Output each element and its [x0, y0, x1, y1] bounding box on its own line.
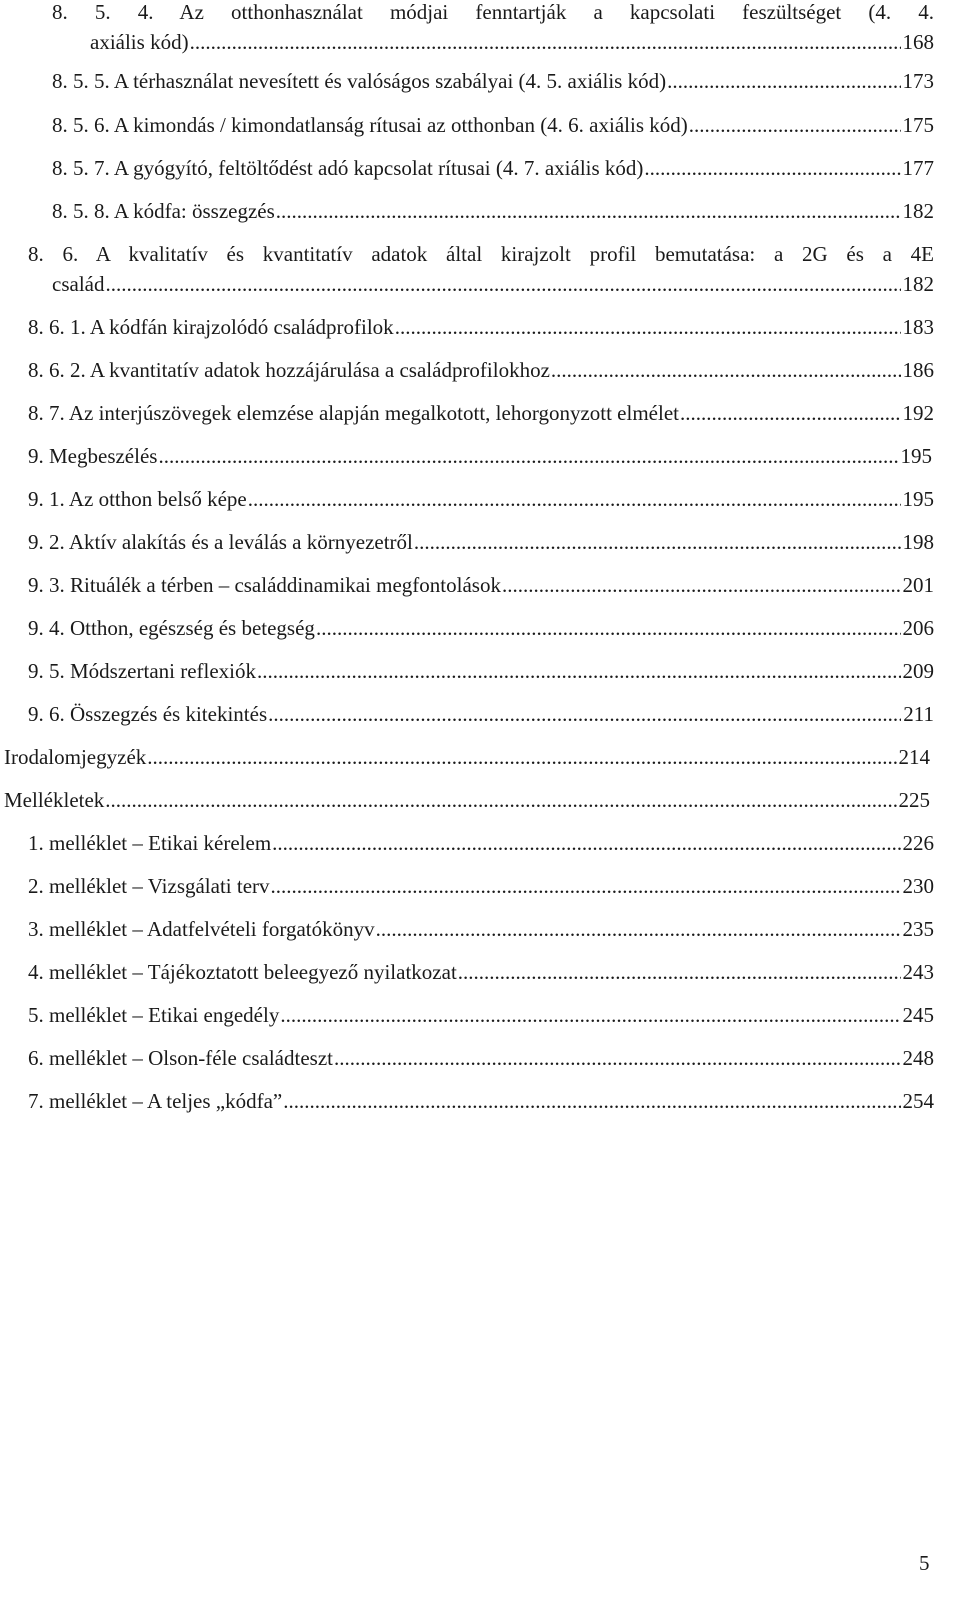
toc-entry-title: 9. 4. Otthon, egészség és betegség — [28, 613, 316, 643]
toc-entry[interactable] — [28, 484, 934, 514]
toc-entry-title: 9. 6. Összegzés és kitekintés — [28, 699, 268, 729]
toc-entry[interactable] — [28, 441, 932, 471]
dot-leader — [680, 398, 901, 428]
toc-entry-title: Mellékletek — [4, 785, 105, 815]
toc-entry[interactable] — [28, 312, 934, 342]
toc-entry-page: 195 — [902, 487, 934, 511]
toc-entry[interactable] — [28, 656, 934, 686]
toc-entry-page: 201 — [902, 573, 934, 597]
dot-leader — [272, 828, 900, 858]
toc-entry[interactable] — [28, 570, 934, 600]
toc-entry-title: 8. 6. 2. A kvantitatív adatok hozzájárulása a családprofilokhoz — [28, 355, 551, 385]
toc-entry-title: 8. 5. 8. A kódfa: összegzés — [52, 196, 276, 226]
toc-entry-title: család — [52, 269, 105, 299]
toc-entry-page: 175 — [902, 113, 934, 137]
dot-leader — [268, 699, 901, 729]
dot-leader — [280, 1000, 900, 1030]
toc-entry-title: 2. melléklet – Vizsgálati terv — [28, 871, 271, 901]
toc-entry-title: 1. melléklet – Etikai kérelem — [28, 828, 272, 858]
toc-entry-page: 186 — [902, 358, 934, 382]
dot-leader — [276, 196, 901, 226]
toc-entry-title: 3. melléklet – Adatfelvételi forgatókönyv — [28, 914, 376, 944]
toc-entry[interactable] — [4, 742, 930, 772]
toc-entry[interactable] — [52, 110, 934, 140]
dot-leader — [105, 269, 900, 299]
page-number: 5 — [919, 1551, 930, 1575]
toc-entry[interactable] — [28, 699, 934, 729]
dot-leader — [257, 656, 900, 686]
toc-entry-title: 9. 2. Aktív alakítás és a leválás a környezetről — [28, 527, 414, 557]
toc-entry-page: 168 — [902, 30, 934, 54]
toc-entry-page: 254 — [902, 1089, 934, 1113]
dot-leader — [248, 484, 901, 514]
toc-entry[interactable] — [28, 1086, 934, 1116]
dot-leader — [551, 355, 901, 385]
toc-entry-page: 243 — [902, 960, 934, 984]
toc-entry-title: 9. 5. Módszertani reflexiók — [28, 656, 257, 686]
toc-entry[interactable] — [52, 269, 934, 299]
toc-entry-title: Irodalomjegyzék — [4, 742, 147, 772]
toc-entry-page: 182 — [902, 199, 934, 223]
toc-entry[interactable] — [28, 914, 934, 944]
toc-entry-page: 245 — [902, 1003, 934, 1027]
toc-entry[interactable] — [28, 1000, 934, 1030]
toc-entry-title: 9. 3. Rituálék a térben – családdinamikai megfontolások — [28, 570, 502, 600]
toc-entry-page: 248 — [902, 1046, 934, 1070]
toc-entry-title: 8. 6. 1. A kódfán kirajzolódó családprofilok — [28, 312, 395, 342]
dot-leader — [644, 153, 900, 183]
toc-entry-page: 235 — [902, 917, 934, 941]
dot-leader — [458, 957, 901, 987]
dot-leader — [689, 110, 901, 140]
toc-entry-title: 7. melléklet – A teljes „kódfa” — [28, 1086, 283, 1116]
toc-entry-title: 8. 5. 5. A térhasználat nevesített és valóságos szabályai (4. 5. axiális kód) — [52, 66, 667, 96]
toc-entry-page: 226 — [902, 831, 934, 855]
toc-entry[interactable] — [28, 871, 934, 901]
toc-entry-page: 182 — [902, 272, 934, 296]
dot-leader — [105, 785, 896, 815]
dot-leader — [271, 871, 901, 901]
dot-leader — [147, 742, 896, 772]
toc-entry-title: 4. melléklet – Tájékoztatott beleegyező nyilatkozat — [28, 957, 458, 987]
toc-entry-page: 206 — [902, 616, 934, 640]
toc-entry-page: 230 — [902, 874, 934, 898]
toc-entry[interactable] — [28, 355, 934, 385]
dot-leader — [283, 1086, 900, 1116]
dot-leader — [395, 312, 901, 342]
toc-entry[interactable] — [4, 785, 930, 815]
toc-entry[interactable] — [28, 957, 934, 987]
dot-leader — [316, 613, 901, 643]
toc-entry[interactable] — [52, 196, 934, 226]
toc-entry[interactable] — [28, 828, 934, 858]
toc-entry-page: 198 — [902, 530, 934, 554]
toc-entry[interactable] — [28, 613, 934, 643]
dot-leader — [414, 527, 901, 557]
dot-leader — [334, 1043, 901, 1073]
toc-entry-first-line: 8. 6. A kvalitatív és kvantitatív adatok által kirajzolt profil bemutatása: a 2G és a 4E — [28, 242, 934, 266]
toc-entry-page: 225 — [898, 788, 930, 812]
dot-leader — [158, 441, 898, 471]
toc-entry-title: 8. 5. 6. A kimondás / kimondatlanság rítusai az otthonban (4. 6. axiális kód) — [52, 110, 689, 140]
toc-entry-first-line: 8. 5. 4. Az otthonhasználat módjai fenntartják a kapcsolati feszültséget (4. 4. — [52, 0, 934, 24]
toc-entry-page: 177 — [902, 156, 934, 180]
toc-entry-page: 209 — [902, 659, 934, 683]
toc-entry[interactable] — [90, 27, 934, 57]
toc-entry-page: 173 — [902, 69, 934, 93]
toc-entry-title: 8. 7. Az interjúszövegek elemzése alapján megalkotott, lehorgonyzott elmélet — [28, 398, 680, 428]
toc-entry-title: 5. melléklet – Etikai engedély — [28, 1000, 280, 1030]
dot-leader — [502, 570, 901, 600]
toc-entry-title: 6. melléklet – Olson-féle családteszt — [28, 1043, 334, 1073]
dot-leader — [190, 27, 901, 57]
toc-entry-page: 214 — [898, 745, 930, 769]
toc-entry-page: 195 — [900, 444, 932, 468]
toc-entry-title: 9. Megbeszélés — [28, 441, 158, 471]
toc-entry[interactable] — [52, 66, 934, 96]
toc-entry-page: 183 — [902, 315, 934, 339]
toc-entry[interactable] — [28, 527, 934, 557]
toc-entry-title: 9. 1. Az otthon belső képe — [28, 484, 248, 514]
toc-entry-title: 8. 5. 7. A gyógyító, feltöltődést adó kapcsolat rítusai (4. 7. axiális kód) — [52, 153, 644, 183]
dot-leader — [376, 914, 901, 944]
toc-entry[interactable] — [28, 1043, 934, 1073]
toc-entry[interactable] — [28, 398, 934, 428]
toc-entry[interactable] — [52, 153, 934, 183]
toc-entry-page: 192 — [902, 401, 934, 425]
dot-leader — [667, 66, 900, 96]
toc-entry-title: axiális kód) — [90, 27, 190, 57]
toc-entry-page: 211 — [903, 702, 934, 726]
